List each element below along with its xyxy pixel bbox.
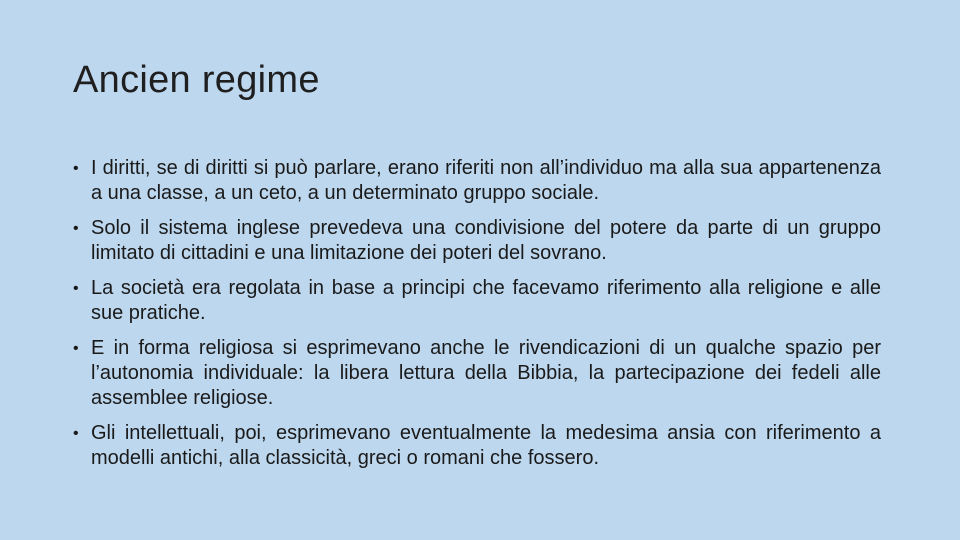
- bullet-text: Gli intellettuali, poi, esprimevano eventualmente la medesima ansia con riferimento a modelli antichi, alla classicità, greci o romani che fossero.: [91, 422, 881, 469]
- bullet-list: [73, 156, 881, 481]
- bullet-icon: •: [73, 220, 79, 237]
- bullet-icon: •: [73, 425, 79, 442]
- bullet-icon: •: [73, 280, 79, 297]
- bullet-item: [73, 216, 881, 266]
- bullet-item: [73, 336, 881, 411]
- bullet-item: [73, 276, 881, 326]
- bullet-text: I diritti, se di diritti si può parlare, erano riferiti non all’individuo ma alla sua appartenenza a una classe, a un ceto, a un determinato gruppo sociale.: [91, 157, 881, 204]
- bullet-item: [73, 156, 881, 206]
- bullet-item: [73, 421, 881, 471]
- bullet-icon: •: [73, 160, 79, 177]
- bullet-text: La società era regolata in base a principi che facevamo riferimento alla religione e alle sue pratiche.: [91, 277, 881, 324]
- bullet-text: Solo il sistema inglese prevedeva una condivisione del potere da parte di un gruppo limitato di cittadini e una limitazione dei poteri del sovrano.: [91, 217, 881, 264]
- bullet-icon: •: [73, 340, 79, 357]
- bullet-text: E in forma religiosa si esprimevano anche le rivendicazioni di un qualche spazio per l’autonomia individuale: la libera lettura della Bibbia, la partecipazione dei fedeli alle assemblee religiose.: [91, 337, 881, 409]
- slide-title: Ancien regime: [73, 59, 320, 101]
